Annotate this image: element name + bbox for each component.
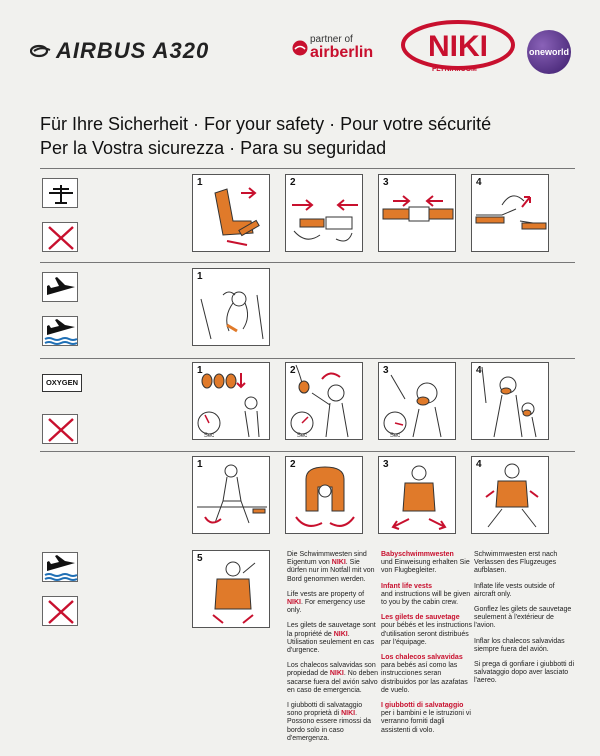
place-mask-illustration	[379, 363, 456, 440]
divider	[40, 262, 575, 263]
step-number: 1	[197, 177, 203, 188]
seatbelt-panel-1	[192, 174, 270, 252]
step-number: 4	[476, 177, 482, 188]
no-oxygen-crossed-icon	[42, 414, 78, 444]
airberlin-label: airberlin	[310, 44, 374, 61]
text-de: Schwimmwesten erst nach Verlassen des Flugzeuges aufblasen.	[474, 551, 558, 575]
no-seatbelt-crossed-icon	[42, 222, 78, 252]
text-column-property	[287, 551, 379, 750]
seatbelt-panel-3	[378, 174, 456, 252]
airbus-swirl-icon	[30, 44, 52, 58]
step-number: 3	[383, 365, 389, 376]
plane-landing-icon	[42, 272, 78, 302]
vest-straps-illustration	[379, 457, 456, 534]
text-segment: pour bébés et les instructions d'utilisation seront distribués par l'équipage.	[381, 622, 473, 646]
fasten-belt-illustration	[286, 175, 363, 252]
text-segment: . No deben sacarse fuera del avión salvo en caso de emergencia.	[287, 670, 379, 694]
text-es: Inflar los chalecos salvavidas siempre fuera del avión.	[474, 637, 565, 653]
plane-water-landing-icon	[42, 552, 78, 582]
text-heading: Infant life vests	[381, 582, 432, 590]
text-segment: . Sie dürfen nur im Notfall mit von Bord genommen werden.	[287, 559, 375, 583]
text-heading: Los chalecos salvavidas	[381, 654, 463, 662]
header	[0, 20, 600, 90]
seatbelt-sign-icon	[42, 178, 78, 208]
step-number: 1	[197, 365, 203, 376]
airbus-logo	[30, 38, 209, 64]
vest-over-head-illustration	[286, 457, 363, 534]
step-number: 1	[197, 271, 203, 282]
oxygen-panel-2	[285, 362, 363, 440]
text-fr	[381, 614, 473, 647]
step-number: 3	[383, 177, 389, 188]
text-segment: . Possono essere rimossi da bordo solo in caso d'emergenza.	[287, 710, 372, 742]
text-it	[381, 702, 473, 735]
text-es	[381, 654, 473, 695]
oxygen-panel-1	[192, 362, 270, 440]
text-heading: Les gilets de sauvetage	[381, 614, 460, 622]
oxygen-panel-4	[471, 362, 549, 440]
text-de	[287, 551, 379, 584]
niki-url: FLYNIKI.COM	[432, 66, 477, 73]
divider	[40, 168, 575, 169]
timer-sec-label: Sec	[203, 433, 215, 439]
text-segment: . Utilisation seulement en cas d'urgence.	[287, 630, 375, 655]
oneworld-label: oneworld	[529, 47, 569, 57]
text-segment: I giubbotti di salvataggio sono proprietà di	[287, 702, 363, 718]
text-heading: Babyschwimmwesten	[381, 551, 454, 558]
text-en	[381, 583, 473, 608]
step-number: 4	[476, 459, 482, 470]
text-segment: para bebés así como las instrucciones seran distribuidos por las azafatas de vuelo.	[381, 662, 468, 694]
divider	[40, 451, 575, 452]
niki-logo	[400, 20, 520, 75]
text-segment: . For emergency use only.	[287, 599, 366, 615]
text-column-inflate	[474, 551, 574, 693]
aircraft-type: AIRBUS A320	[56, 38, 210, 63]
brand-name: NIKI	[287, 599, 301, 607]
text-segment: Life vests are property of	[287, 590, 365, 598]
brand-name: NIKI	[331, 559, 346, 567]
step-number: 2	[290, 177, 296, 188]
vest-panel-1	[192, 456, 270, 534]
text-it: Si prega di gonfiare i giubbotti di salvataggio dopo aver lasciato l'aereo.	[474, 661, 575, 685]
step-number: 3	[383, 459, 389, 470]
text-segment: per i bambini e le istruzioni vi verranno forniti dagli assistenti di volo.	[381, 710, 471, 734]
text-segment: Die Schwimmwesten sind Eigentum von	[287, 551, 367, 567]
vest-tighten-illustration	[472, 457, 549, 534]
divider	[40, 358, 575, 359]
text-heading: I giubbotti di salvataggio	[381, 702, 464, 710]
vest-panel-2	[285, 456, 363, 534]
text-de	[381, 551, 473, 576]
text-en	[287, 591, 379, 616]
brace-panel-1	[192, 268, 270, 346]
tighten-belt-illustration	[379, 175, 456, 252]
vest-panel-3	[378, 456, 456, 534]
step-number: 1	[197, 459, 203, 470]
text-fr	[287, 622, 379, 655]
plane-water-landing-icon	[42, 316, 78, 346]
text-en: Inflate life vests outside of aircraft only.	[474, 582, 555, 598]
text-segment: Los chalecos salvavidas son propiedad de	[287, 662, 376, 678]
airberlin-circle-icon	[292, 40, 308, 56]
brand-name: NIKI	[341, 710, 356, 718]
brace-position-illustration	[193, 269, 270, 346]
oxygen-panel-3	[378, 362, 456, 440]
step-number: 2	[290, 365, 296, 376]
text-segment: und Einweisung erhalten Sie von Flugbegleiter.	[381, 559, 470, 575]
title-line-2: Per la Vostra sicurezza · Para su seguridad	[40, 138, 387, 158]
oneworld-logo	[527, 30, 571, 74]
text-segment: and instructions will be given to you by the cabin crew.	[381, 590, 471, 607]
partner-of-label: partner of	[310, 34, 353, 45]
vest-inflate-illustration	[193, 551, 270, 628]
masks-drop-illustration	[193, 363, 270, 440]
vest-panel-5	[192, 550, 270, 628]
release-belt-illustration	[472, 175, 549, 252]
timer-sec-label: Sec	[389, 433, 401, 439]
step-number: 2	[290, 459, 296, 470]
seatbelt-panel-4	[471, 174, 549, 252]
brand-name: NIKI	[329, 670, 344, 678]
no-vest-crossed-icon	[42, 596, 78, 626]
seatbelt-panel-2	[285, 174, 363, 252]
text-segment: Les gilets de sauvetage sont la propriété de	[287, 622, 376, 638]
text-es	[287, 662, 379, 695]
step-number: 5	[197, 553, 203, 564]
oxygen-label: OXYGEN	[42, 374, 82, 392]
text-fr: Gonflez les gilets de sauvetage seulement à l'extérieur de l'avion.	[474, 606, 572, 630]
step-number: 4	[476, 365, 482, 376]
timer-sec-label: Sec	[296, 433, 308, 439]
vest-panel-4	[471, 456, 549, 534]
niki-ellipse-icon	[400, 20, 520, 70]
vest-under-seat-illustration	[193, 457, 270, 534]
niki-wordmark: NIKI	[428, 30, 488, 63]
seat-upright-illustration	[193, 175, 270, 252]
pull-mask-illustration	[286, 363, 363, 440]
text-column-infant	[381, 551, 473, 742]
title-line-1: Für Ihre Sicherheit · For your safety · Pour votre sécurité	[40, 114, 492, 134]
brand-name: NIKI	[333, 630, 348, 638]
text-it	[287, 702, 379, 743]
help-child-mask-illustration	[472, 363, 549, 440]
